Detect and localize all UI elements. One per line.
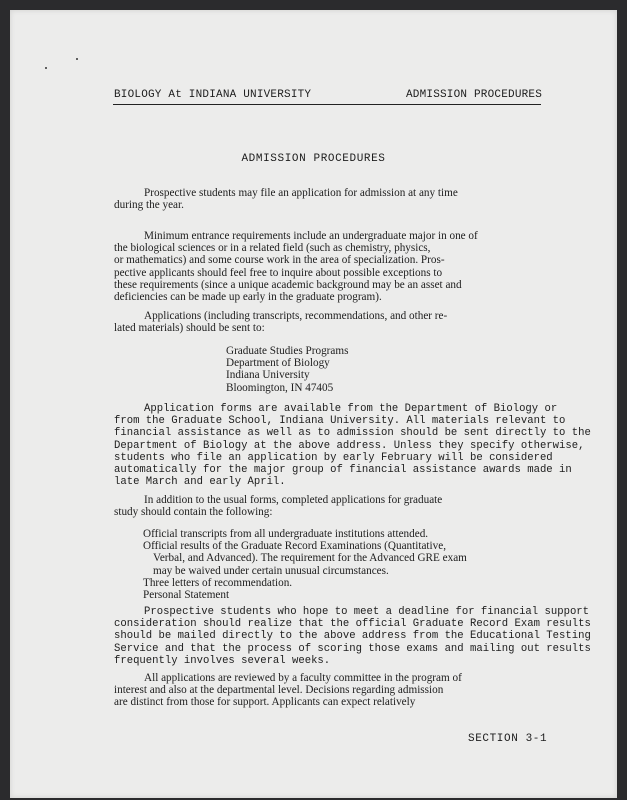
address-line: Graduate Studies Programs [226, 345, 349, 357]
text-line: Applications (including transcripts, recommendations, and other re- [144, 310, 448, 322]
paragraph-send-to [114, 310, 544, 334]
text-line: Application forms are available from the Department of Biology or [144, 403, 558, 415]
text-line: study should contain the following: [114, 506, 273, 519]
text-line: during the year. [114, 199, 184, 212]
mailing-address [226, 345, 348, 394]
text-line: pective applicants should feel free to inquire about possible exceptions to [114, 266, 443, 279]
section-number: SECTION 3-1 [468, 733, 548, 745]
text-line: students who file an application by early February will be considered [114, 451, 553, 464]
list-item: Official transcripts from all undergraduate institutions attended. [143, 528, 429, 540]
text-line: All applications are reviewed by a faculty committee in the program of [144, 672, 462, 684]
running-header-left: BIOLOGY At INDIANA UNIVERSITY [114, 89, 312, 101]
list-item: may be waived under certain unusual circumstances. [153, 564, 389, 577]
paragraph-requirements [114, 230, 544, 303]
paragraph-filing [114, 187, 544, 211]
paragraph-gre-deadline [114, 606, 591, 667]
paragraph-contents [114, 494, 544, 518]
running-header-right: ADMISSION PROCEDURES [406, 89, 543, 101]
requirements-list [143, 528, 467, 601]
text-line: Department of Biology at the above address. Unless they specify otherwise, [114, 439, 585, 452]
scan-speck [45, 67, 47, 69]
text-line: In addition to the usual forms, completed applications for graduate [144, 494, 443, 506]
paragraph-application-forms [114, 403, 591, 489]
paragraph-review [114, 672, 544, 709]
text-line: interest and also at the departmental level. Decisions regarding admission [114, 684, 444, 697]
text-line: financial assistance as well as to admission should be sent directly to the [114, 427, 591, 440]
address-line: Indiana University [226, 369, 310, 382]
list-item: Official results of the Graduate Record Examinations (Quantitative, [143, 540, 447, 553]
text-line: these requirements (since a unique academic background may be an asset and [114, 278, 462, 291]
text-line: Service and that the process of scoring those exams and mailing out results [114, 642, 591, 655]
scan-speck [76, 58, 78, 60]
address-line: Department of Biology [226, 357, 330, 370]
text-line: frequently involves several weeks. [114, 654, 331, 667]
text-line: deficiencies can be made up early in the graduate program). [114, 290, 382, 303]
list-item: Verbal, and Advanced). The requirement for the Advanced GRE exam [153, 552, 467, 565]
document-page [10, 10, 617, 798]
text-line: Prospective students who hope to meet a deadline for financial support [144, 606, 590, 618]
list-item: Personal Statement [143, 588, 230, 601]
text-line: or mathematics) and some course work in the area of specialization. Pros- [114, 254, 445, 267]
page-title: ADMISSION PROCEDURES [241, 153, 386, 165]
text-line: from the Graduate School, Indiana University. All materials relevant to [114, 415, 566, 428]
text-line: late March and early April. [114, 476, 286, 489]
text-line: should be mailed directly to the above address from the Educational Testing [114, 630, 591, 643]
text-line: the biological sciences or in a related field (such as chemistry, physics, [114, 242, 431, 255]
text-line: are distinct from those for support. Applicants can expect relatively [114, 696, 416, 709]
list-item: Three letters of recommendation. [143, 576, 293, 589]
header-underline [113, 104, 541, 105]
text-line: Minimum entrance requirements include an undergraduate major in one of [144, 230, 478, 242]
text-line: automatically for the major group of financial assistance awards made in [114, 463, 572, 476]
text-line: Prospective students may file an application for admission at any time [144, 187, 458, 199]
text-line: consideration should realize that the official Graduate Record Exam results [114, 618, 591, 631]
address-line: Bloomington, IN 47405 [226, 381, 334, 394]
text-line: lated materials) should be sent to: [114, 322, 265, 335]
